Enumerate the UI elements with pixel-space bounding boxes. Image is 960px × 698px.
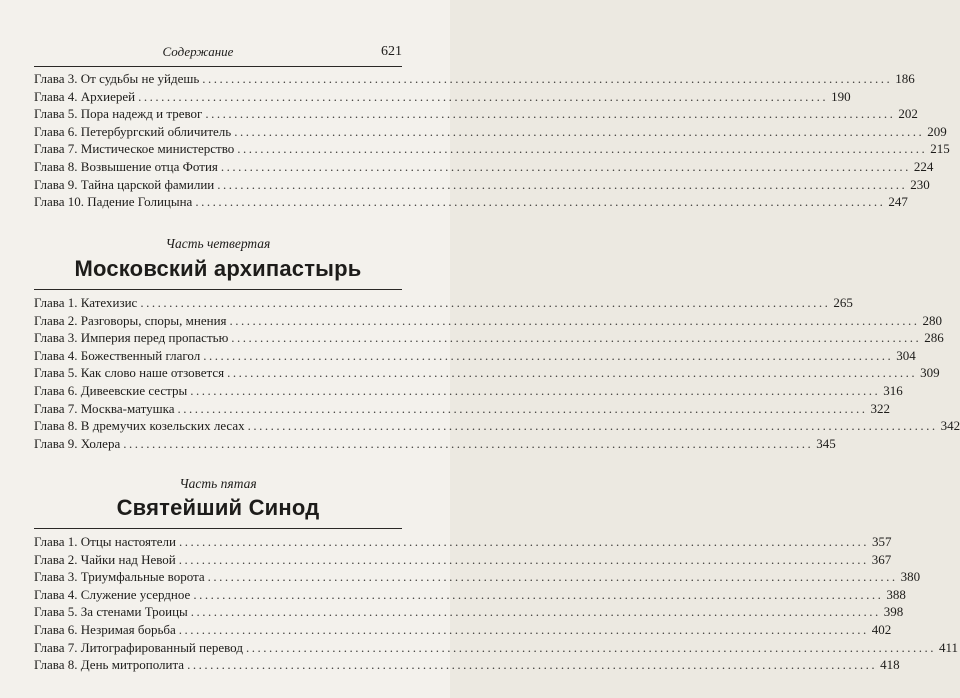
toc-entry bbox=[34, 347, 916, 365]
dot-leader: ........................................................................................................................ bbox=[231, 330, 922, 346]
dot-leader: ........................................................................................................................ bbox=[205, 106, 896, 122]
dot-leader: ........................................................................................................................ bbox=[123, 435, 814, 451]
toc-entry bbox=[34, 568, 921, 586]
dot-leader: ........................................................................................................................ bbox=[207, 569, 898, 585]
chapter-title: Глава 2. Чайки над Невой bbox=[34, 551, 176, 567]
chapter-page: 402 bbox=[871, 621, 892, 637]
chapter-title: Глава 10. Падение Голицына bbox=[34, 194, 193, 210]
toc-entry bbox=[34, 193, 908, 211]
part-5-title: Святейший Синод bbox=[116, 495, 320, 520]
chapter-page: 286 bbox=[924, 330, 944, 346]
chapter-title: Глава 6. Незримая борьба bbox=[34, 621, 176, 637]
dot-leader: ........................................................................................................................ bbox=[178, 621, 869, 637]
chapter-title: Глава 4. Служение усердное bbox=[34, 586, 191, 602]
chapter-title: Глава 5. За стенами Троицы bbox=[34, 604, 188, 620]
toc-entry bbox=[34, 417, 960, 435]
dot-leader: ........................................................................................................................ bbox=[237, 141, 928, 157]
chapter-page: 309 bbox=[920, 365, 940, 381]
chapter-page: 411 bbox=[938, 639, 958, 655]
chapter-title: Глава 2. Разговоры, споры, мнения bbox=[34, 312, 227, 328]
chapter-title: Глава 8. В дремучих козельских лесах bbox=[34, 418, 245, 434]
dot-leader: ........................................................................................................................ bbox=[195, 194, 886, 210]
toc-entry bbox=[34, 621, 892, 639]
header-rule bbox=[34, 66, 402, 67]
chapter-page: 398 bbox=[883, 604, 904, 620]
toc-entry bbox=[34, 364, 940, 382]
chapter-page: 345 bbox=[816, 435, 836, 451]
dot-leader: ........................................................................................................................ bbox=[217, 176, 908, 192]
chapter-title: Глава 3. Империя перед пропастью bbox=[34, 330, 229, 346]
chapter-title: Глава 9. Тайна царской фамилии bbox=[34, 176, 215, 192]
toc-entry bbox=[34, 551, 892, 569]
chapter-page: 190 bbox=[831, 88, 851, 104]
chapter-title: Глава 1. Катехизис bbox=[34, 295, 138, 310]
toc-entry bbox=[34, 603, 904, 621]
part-4-label: Часть четвертая bbox=[165, 236, 271, 251]
dot-leader: ........................................................................................................................ bbox=[227, 365, 918, 381]
toc-entry bbox=[34, 158, 934, 176]
chapter-page: 230 bbox=[910, 176, 930, 192]
dot-leader: ........................................................................................................................ bbox=[190, 382, 881, 398]
chapter-page: 186 bbox=[895, 71, 915, 86]
toc-entry bbox=[34, 533, 892, 551]
chapter-page: 322 bbox=[870, 400, 890, 416]
chapter-page: 215 bbox=[930, 141, 950, 157]
chapter-title: Глава 7. Москва-матушка bbox=[34, 400, 175, 416]
toc-entry bbox=[34, 586, 906, 604]
chapter-page: 380 bbox=[900, 569, 921, 585]
chapter-page: 202 bbox=[898, 106, 918, 122]
chapter-title: Глава 8. Возвышение отца Фотия bbox=[34, 158, 218, 174]
toc-entry bbox=[34, 140, 950, 158]
toc-list-part-4 bbox=[34, 294, 960, 452]
chapter-title: Глава 7. Мистическое министерство bbox=[34, 141, 235, 157]
part-5-label: Часть пятая bbox=[179, 476, 257, 491]
chapter-page: 265 bbox=[833, 295, 853, 310]
chapter-page: 367 bbox=[871, 551, 892, 567]
dot-leader: ........................................................................................................................ bbox=[220, 158, 911, 174]
toc-entry bbox=[34, 400, 890, 418]
part-4-rule bbox=[34, 289, 402, 290]
dot-leader: ........................................................................................................................ bbox=[190, 604, 881, 620]
dot-leader: ........................................................................................................................ bbox=[177, 400, 868, 416]
toc-entry bbox=[34, 123, 947, 141]
toc-entry bbox=[34, 435, 836, 453]
chapter-title: Глава 8. День митрополита bbox=[34, 657, 185, 673]
chapter-page: 418 bbox=[880, 657, 900, 673]
page-number: 621 bbox=[381, 44, 402, 59]
dot-leader: ........................................................................................................................ bbox=[178, 551, 869, 567]
dot-leader: ........................................................................................................................ bbox=[178, 534, 869, 549]
dot-leader: ........................................................................................................................ bbox=[245, 639, 936, 655]
dot-leader: ........................................................................................................................ bbox=[234, 123, 925, 139]
chapter-title: Глава 4. Архиерей bbox=[34, 88, 136, 104]
chapter-page: 357 bbox=[871, 534, 892, 549]
dot-leader: ........................................................................................................................ bbox=[187, 657, 878, 673]
toc-entry bbox=[34, 88, 851, 106]
dot-leader: ........................................................................................................................ bbox=[140, 295, 831, 310]
chapter-page: 280 bbox=[922, 312, 943, 328]
chapter-title: Глава 6. Петербургский обличитель bbox=[34, 123, 232, 139]
chapter-page: 209 bbox=[927, 123, 947, 139]
running-head bbox=[34, 44, 402, 68]
chapter-title: Глава 3. Триумфальные ворота bbox=[34, 569, 205, 585]
chapter-page: 388 bbox=[886, 586, 906, 602]
toc-entry bbox=[34, 294, 853, 312]
chapter-title: Глава 4. Божественный глагол bbox=[34, 347, 201, 363]
dot-leader: ........................................................................................................................ bbox=[193, 586, 884, 602]
chapter-page: 247 bbox=[888, 194, 908, 210]
chapter-page: 316 bbox=[883, 382, 903, 398]
toc-entry bbox=[34, 176, 930, 194]
toc-entry bbox=[34, 312, 943, 330]
dot-leader: ........................................................................................................................ bbox=[229, 312, 920, 328]
part-5-rule bbox=[34, 528, 402, 529]
running-title: Содержание bbox=[162, 44, 234, 59]
chapter-title: Глава 7. Литографированный перевод bbox=[34, 639, 243, 655]
chapter-page: 224 bbox=[913, 158, 934, 174]
chapter-title: Глава 6. Дивеевские сестры bbox=[34, 382, 188, 398]
chapter-title: Глава 9. Холера bbox=[34, 435, 121, 451]
chapter-page: 304 bbox=[896, 347, 916, 363]
toc-list-part-3 bbox=[34, 70, 950, 211]
toc-entry bbox=[34, 656, 900, 674]
toc-entry bbox=[34, 329, 944, 347]
toc-entry bbox=[34, 639, 958, 657]
dot-leader: ........................................................................................................................ bbox=[247, 418, 938, 434]
toc-entry bbox=[34, 382, 903, 400]
toc-entry bbox=[34, 105, 918, 123]
dot-leader: ........................................................................................................................ bbox=[202, 71, 893, 86]
part-4-title: Московский архипастырь bbox=[74, 256, 362, 281]
chapter-page: 342 bbox=[940, 418, 960, 434]
chapter-title: Глава 5. Пора надежд и тревог bbox=[34, 106, 203, 122]
dot-leader: ........................................................................................................................ bbox=[138, 88, 829, 104]
toc-list-part-5 bbox=[34, 533, 958, 674]
chapter-title: Глава 5. Как слово наше отзовется bbox=[34, 365, 225, 381]
chapter-title: Глава 3. От судьбы не уйдешь bbox=[34, 71, 200, 86]
chapter-title: Глава 1. Отцы настоятели bbox=[34, 534, 176, 549]
toc-entry bbox=[34, 70, 915, 88]
dot-leader: ........................................................................................................................ bbox=[203, 347, 894, 363]
